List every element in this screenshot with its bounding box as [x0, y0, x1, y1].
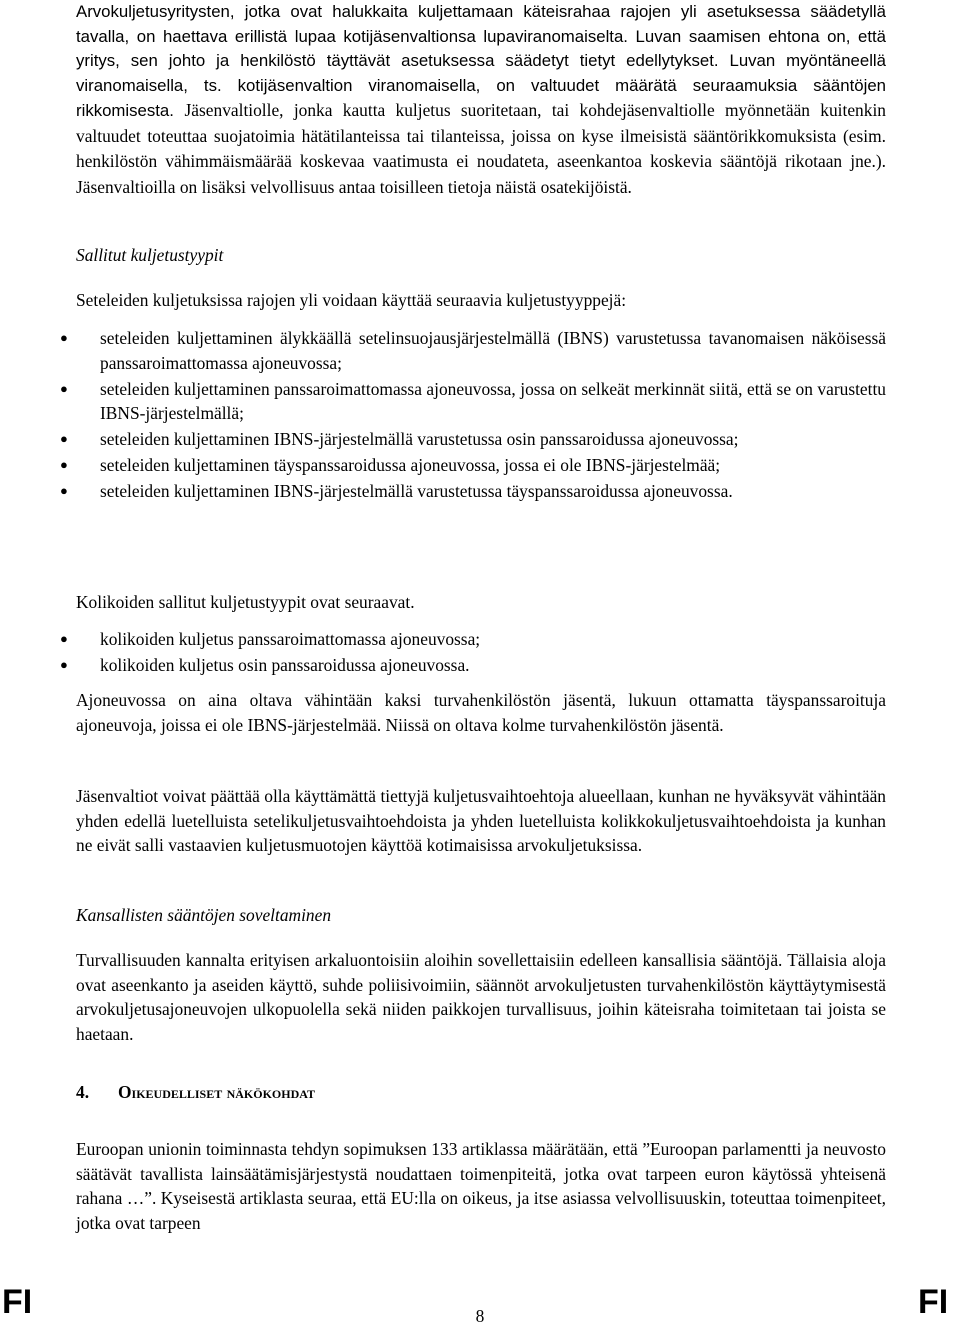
paragraph-intro: Arvokuljetusyritysten, jotka ovat halukkaita kuljettamaan käteisrahaa rajojen yli asetuksessa säädetyllä tavalla, on haettava erillistä lupaa kotijäsenvaltionsa lupaviranomaiselta. Luvan saamisen ehtona on, että yritys, sen johto ja henkilöstö täyttävät asetuksessa säädetyt tietyt edellytykset. Luvan myöntäneellä viranomaisella, ts. kotijäsenvaltion viranomaisella, on valtuudet määrätä seuraamuksia sääntöjen rikkomisesta. Jäsenvaltiolle, jonka kautta kuljetus suoritetaan, tai kohdejäsenvaltiolle myönnetään kuitenkin valtuudet toteuttaa suojatoimia hätätilanteissa tai tilanteissa, joissa on kyse ilmeisistä sääntörikkomuksista (esim. henkilöstön vähimmäismäärää koskevaa vaatimusta ei noudateta, aseenkantoa koskevia sääntöjä rikotaan jne.). Jäsenvaltioilla on lisäksi velvollisuus antaa toisilleen tietoja näistä osatekijöistä.	[76, 2, 886, 197]
bullet-icon: ●	[60, 657, 68, 672]
paragraph-options: Jäsenvaltiot voivat päättää olla käyttämättä tiettyjä kuljetusvaihtoehtoja alueellaan, kunhan ne hyväksyvät vähintään yhden edellä luetelluista setelikuljetusvaihtoehdoista ja yhden luetelluista kolikkokuljetusvaihtoehdoista ja kunhan ne eivät salli vastaavien kuljetusmuotojen käyttöä kotimaisissa arvokuljetuksissa.	[76, 786, 886, 855]
heading-national-rules: Kansallisten sääntöjen soveltaminen	[76, 905, 332, 925]
list-item-text: seteleiden kuljettaminen älykkäällä setelinsuojausjärjestelmällä (IBNS) varustetussa tavanomaisen näköisessä panssaroimattomassa ajoneuvossa;	[100, 328, 886, 373]
paragraph-national: Turvallisuuden kannalta erityisen arkaluontoisiin aloihin sovellettaisiin edelleen kansallisia sääntöjä. Tällaisia aloja ovat aseenkanto ja aseiden käyttö, suhde poliisivoimiin, säännöt arvokuljetusten turvahenkilöstön käyttäytymisestä arvokuljetusajoneuvojen ulkopuolella sekä niiden paikkojen turvallisuus, joihin käteisraha toimitetaan tai joista se haetaan.	[76, 950, 886, 1044]
list-item-text: seteleiden kuljettaminen IBNS-järjestelmällä varustetussa osin panssaroidussa ajoneuvossa;	[100, 429, 739, 449]
footer-language-left: FI	[2, 1283, 33, 1321]
heading-allowed-types: Sallitut kuljetustyypit	[76, 245, 224, 265]
list-item	[0, 653, 886, 678]
notes-transport-list	[0, 326, 886, 505]
section-heading-legal	[76, 1080, 886, 1105]
list-item-text: kolikoiden kuljetus panssaroimattomassa ajoneuvossa;	[100, 629, 481, 649]
page-number: 8	[475, 1306, 485, 1326]
bullet-icon: ●	[60, 330, 68, 345]
list-item	[0, 427, 886, 452]
list-item	[0, 326, 886, 375]
list-item-text: seteleiden kuljettaminen IBNS-järjestelmällä varustetussa täyspanssaroidussa ajoneuvossa.	[100, 481, 733, 501]
paragraph-coins-intro: Kolikoiden sallitut kuljetustyypit ovat seuraavat.	[76, 592, 415, 612]
paragraph-notes-intro: Seteleiden kuljetuksissa rajojen yli voidaan käyttää seuraavia kuljetustyyppejä:	[76, 290, 627, 310]
list-item	[0, 377, 886, 426]
bullet-icon: ●	[60, 457, 68, 472]
paragraph-crew: Ajoneuvossa on aina oltava vähintään kaksi turvahenkilöstön jäsentä, lukuun ottamatta täyspanssaroituja ajoneuvoja, joissa ei ole IBNS-järjestelmää. Niissä on oltava kolme turvahenkilöstön jäsentä.	[76, 690, 886, 735]
bullet-icon: ●	[60, 631, 68, 646]
section-number: 4.	[76, 1082, 90, 1102]
bullet-icon: ●	[60, 483, 68, 498]
footer-language-right: FI	[918, 1283, 949, 1321]
list-item	[0, 479, 886, 504]
list-item-text: kolikoiden kuljetus osin panssaroidussa ajoneuvossa.	[100, 655, 470, 675]
section-title: Oikeudelliset näkökohdat	[118, 1082, 316, 1102]
list-item	[0, 453, 886, 478]
list-item	[0, 627, 886, 652]
bullet-icon: ●	[60, 380, 68, 396]
list-item-text: seteleiden kuljettaminen panssaroimattomassa ajoneuvossa, jossa on selkeät merkinnät siitä, että se on varustettu IBNS-järjestelmällä;	[100, 378, 886, 423]
coins-transport-list	[0, 627, 886, 679]
paragraph-legal: Euroopan unionin toiminnasta tehdyn sopimuksen 133 artiklassa määrätään, että ”Euroopan parlamentti ja neuvosto säätävät tavallista lainsäätämisjärjestystä noudattaen toimenpiteitä, jotka ovat tarpeen euron käytössä yhteisenä rahana …”. Kyseisestä artiklasta seuraa, että EU:lla on oikeus, ja itse asiassa velvollisuuskin, toteuttaa toimenpiteet, jotka ovat tarpeen	[76, 1139, 886, 1233]
bullet-icon: ●	[60, 431, 68, 446]
list-item-text: seteleiden kuljettaminen täyspanssaroidussa ajoneuvossa, jossa ei ole IBNS-järjestelmää;	[100, 455, 721, 475]
